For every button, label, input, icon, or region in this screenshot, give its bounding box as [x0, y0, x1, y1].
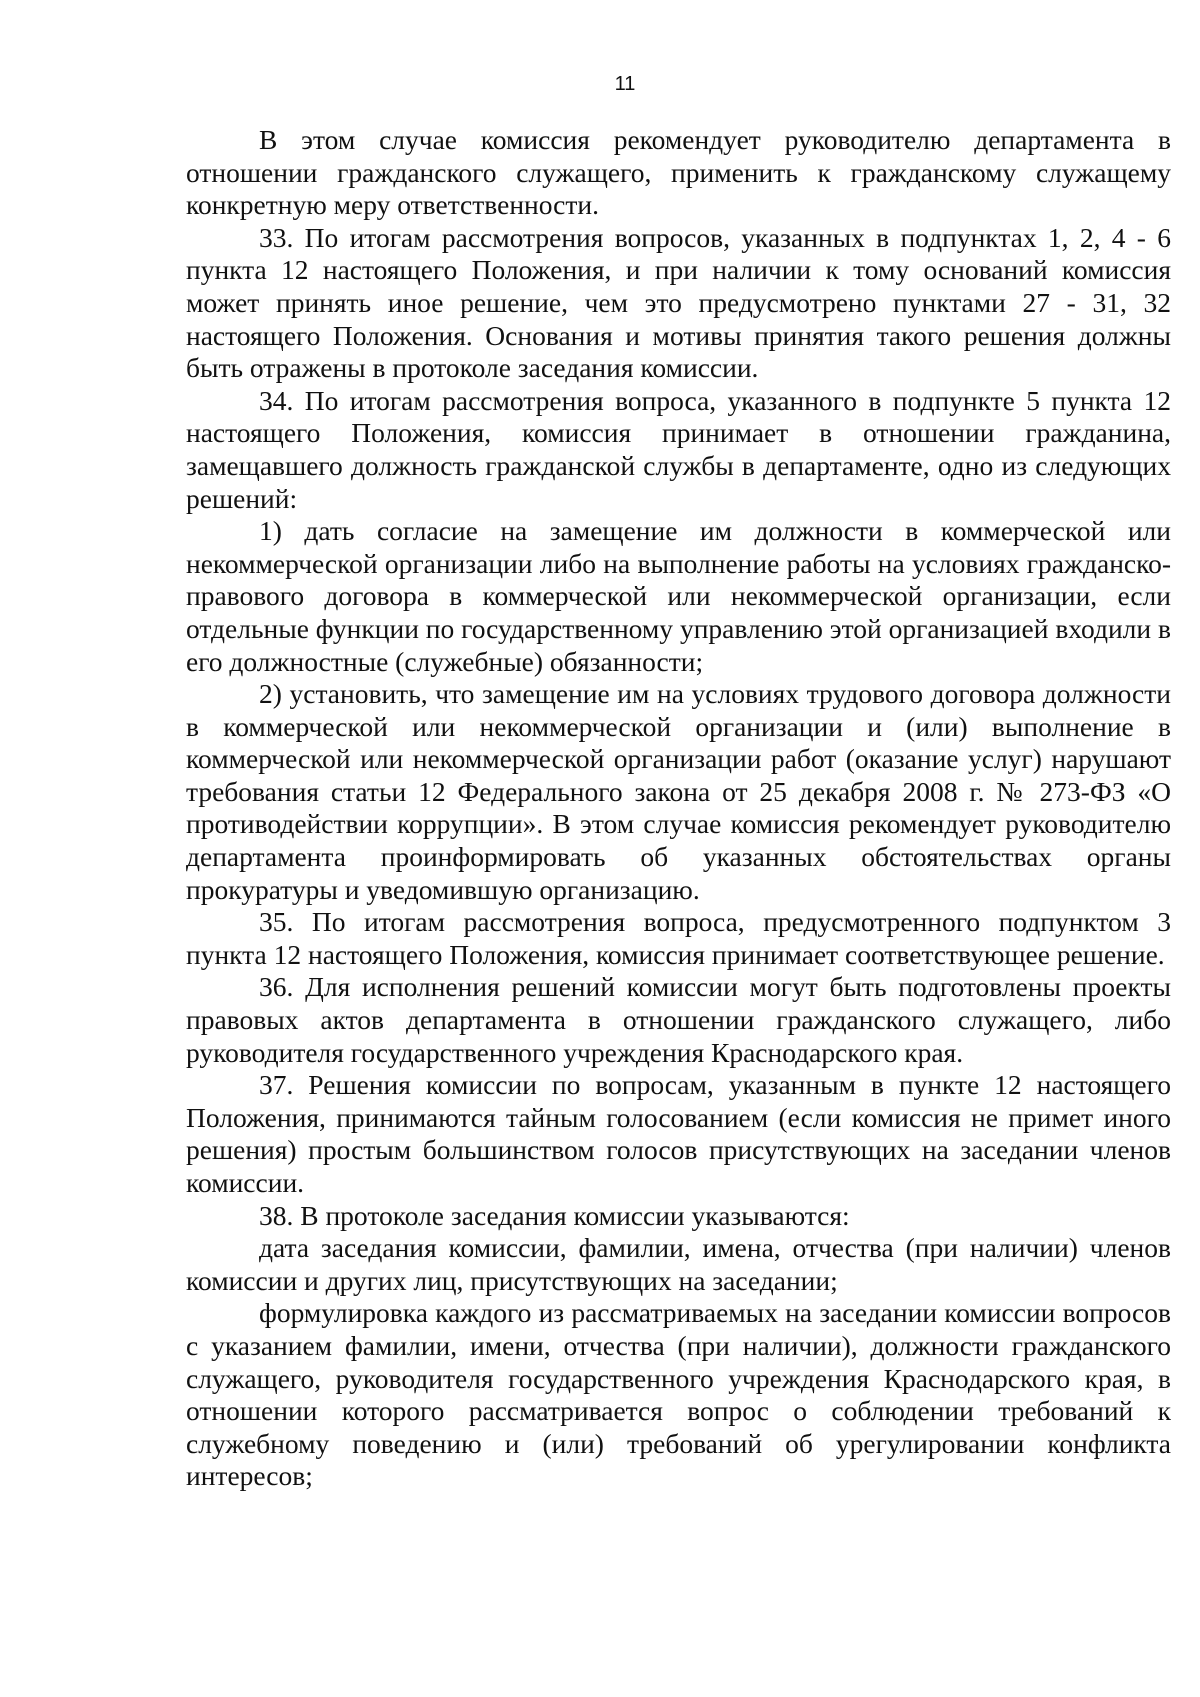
paragraph-34-item-2: 2) установить, что замещение им на условиях трудового договора должности в коммерческой или некоммерческой организации и (или) выполнение в коммерческой или некоммерческой организации работ (оказание услуг) нарушают требования статьи 12 Федерального закона от 25 декабря 2008 г. № 273-ФЗ «О противодействии коррупции». В этом случае комиссия рекомендует руководителю департамента проинформировать об указанных обстоятельствах органы прокуратуры и уведомившую организацию.: [186, 678, 1171, 905]
paragraph-34: 34. По итогам рассмотрения вопроса, указанного в подпункте 5 пункта 12 настоящего Положения, комиссия принимает в отношении гражданина, замещавшего должность гражданской службы в департаменте, одно из следующих решений:: [186, 384, 1171, 514]
paragraph-33: 33. По итогам рассмотрения вопросов, указанных в подпунктах 1, 2, 4 - 6 пункта 12 настоящего Положения, и при наличии к тому оснований комиссия может принять иное решение, чем это предусмотрено пунктами 27 - 31, 32 настоящего Положения. Основания и мотивы принятия такого решения должны быть отражены в протоколе заседания комиссии.: [186, 221, 1171, 384]
paragraph-34-item-1: 1) дать согласие на замещение им должности в коммерческой или некоммерческой организации либо на выполнение работы на условиях гражданско-правового договора в коммерческой или некоммерческой организации, если отдельные функции по государственному управлению этой организацией входили в его должностные (служебные) обязанности;: [186, 515, 1171, 677]
paragraph-36: 36. Для исполнения решений комиссии могут быть подготовлены проекты правовых актов департамента в отношении гражданского служащего, либо руководителя государственного учреждения Краснодарского края.: [186, 971, 1171, 1068]
page-number: 11: [614, 73, 636, 95]
paragraph-38: 38. В протоколе заседания комиссии указываются:: [259, 1199, 850, 1231]
paragraph-35: 35. По итогам рассмотрения вопроса, предусмотренного подпунктом 3 пункта 12 настоящего Положения, комиссия принимает соответствующее решение.: [186, 906, 1171, 970]
paragraph-37: 37. Решения комиссии по вопросам, указанным в пункте 12 настоящего Положения, принимаются тайным голосованием (если комиссия не примет иного решения) простым большинством голосов присутствующих на заседании членов комиссии.: [186, 1069, 1171, 1198]
paragraph-intro: В этом случае комиссия рекомендует руководителю департамента в отношении гражданского служащего, применить к гражданскому служащему конкретную меру ответственности.: [186, 124, 1171, 221]
paragraph-38-item-wording: формулировка каждого из рассматриваемых на заседании комиссии вопросов с указанием фамилии, имени, отчества (при наличии), должности гражданского служащего, руководителя государственного учреждения Краснодарского края, в отношении которого рассматривается вопрос о соблюдении требований к служебному поведению и (или) требований об урегулировании конфликта интересов;: [186, 1297, 1171, 1492]
paragraph-38-item-date: дата заседания комиссии, фамилии, имена, отчества (при наличии) членов комиссии и других лиц, присутствующих на заседании;: [186, 1232, 1171, 1296]
document-body: [186, 124, 1171, 1493]
